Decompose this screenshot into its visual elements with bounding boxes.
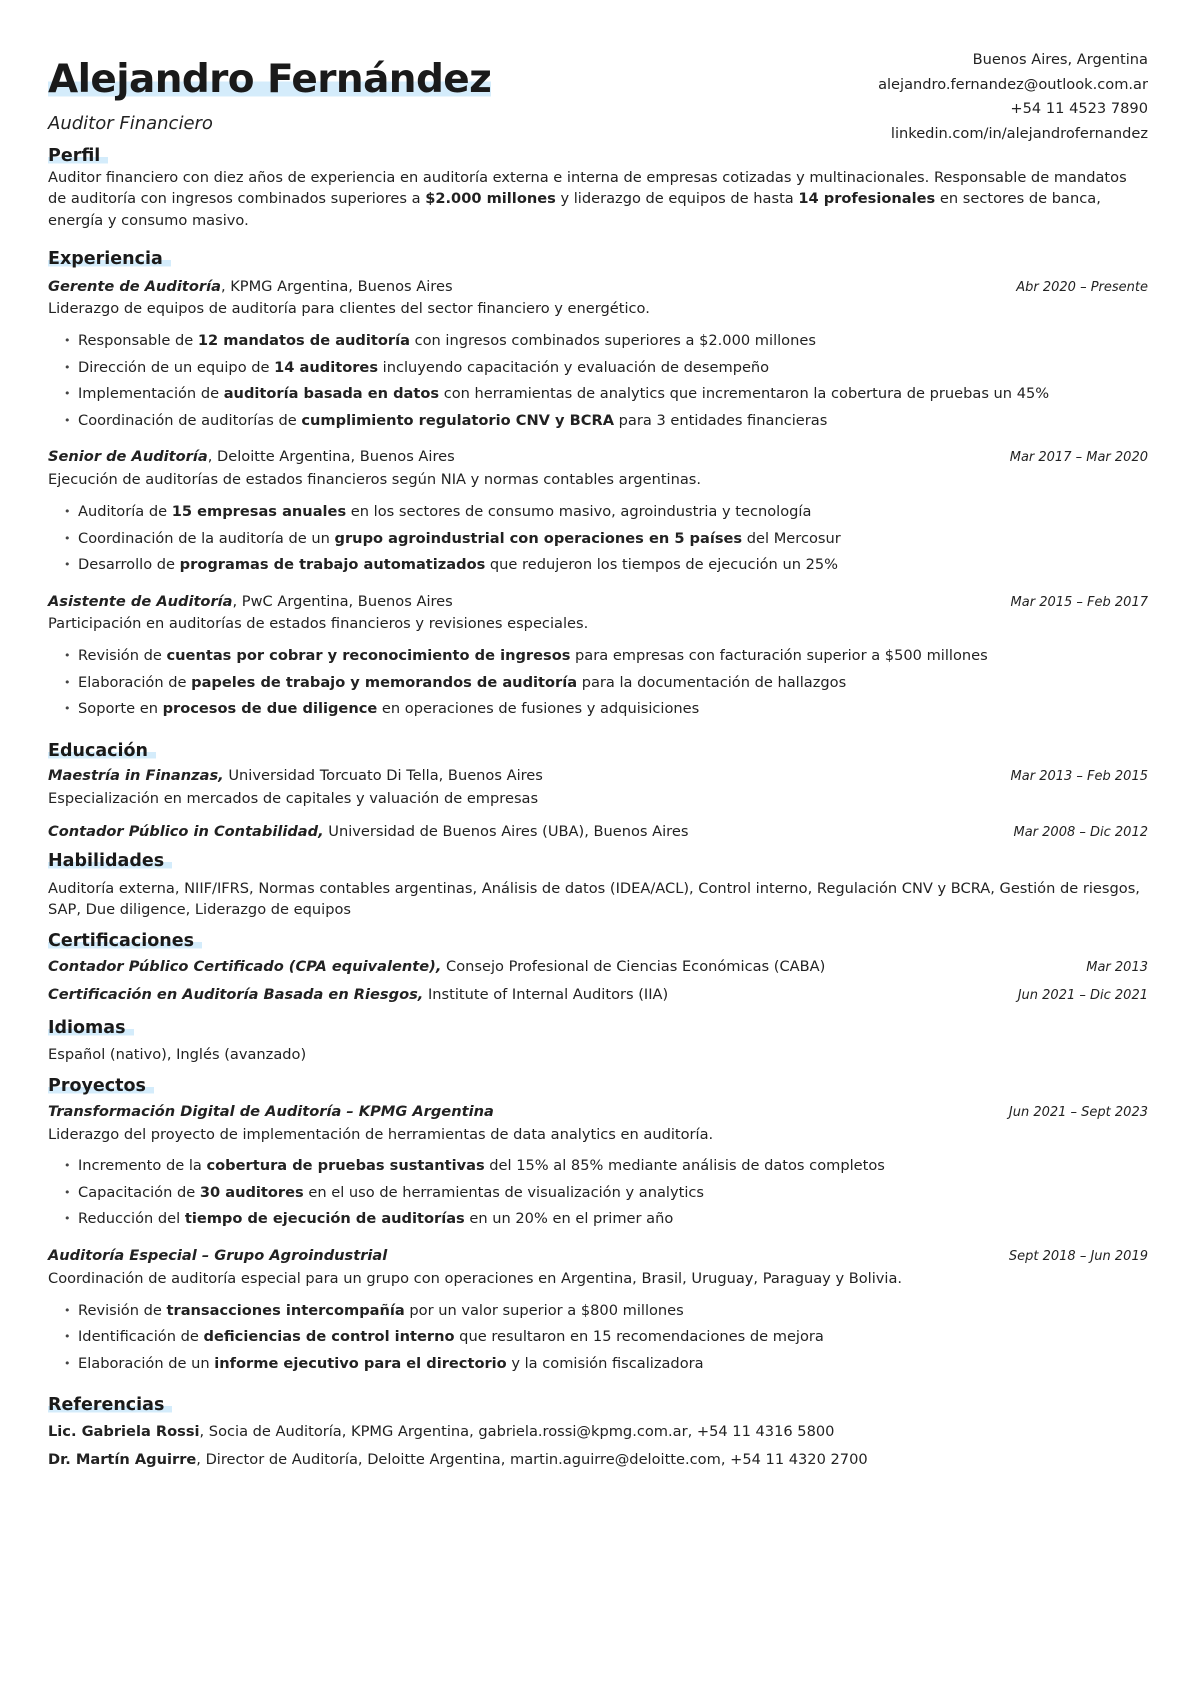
entry-summary: Liderazgo de equipos de auditoría para clientes del sector financiero y energético.: [48, 300, 650, 318]
profile-section: [48, 144, 1148, 231]
experience-section: [48, 247, 1148, 723]
entry-summary: Liderazgo del proyecto de implementación de herramientas de data analytics en auditoría.: [48, 1125, 714, 1143]
skills-section: [48, 849, 1148, 921]
entry-date: Abr 2020 – Presente: [1016, 279, 1148, 295]
project-entry: [48, 1245, 1148, 1377]
certification-entry: Certificación en Auditoría Basada en Riesgos, Institute of Internal Auditors (IIA) Jun 2021 – Dic 2021: [48, 984, 1148, 1006]
list-item: • Identificación de deficiencias de control interno que resultaron en 15 recomendaciones de mejora: [48, 1324, 1148, 1351]
resume-header: [48, 48, 1148, 144]
project-entry: [48, 1101, 1148, 1233]
entry-date: Mar 2017 – Mar 2020: [1009, 450, 1148, 466]
certifications-section: [48, 929, 1148, 1006]
list-item: • Soporte en procesos de due diligence en operaciones de fusiones y adquisiciones: [48, 696, 1148, 723]
entry-date: Mar 2015 – Feb 2017: [1010, 594, 1148, 610]
list-item: • Capacitación de 30 auditores en el uso de herramientas de visualización y analytics: [48, 1180, 1148, 1207]
entry-summary: Coordinación de auditoría especial para un grupo con operaciones en Argentina, Brasil, Uruguay, Paraguay y Bolivia.: [48, 1269, 903, 1287]
entry-bullets: [48, 643, 1148, 723]
contact-phone: +54 11 4523 7890: [1010, 100, 1148, 117]
section-heading: Certificaciones: [48, 929, 202, 954]
references-section: [48, 1393, 1148, 1470]
entry-date: Jun 2021 – Dic 2021: [1017, 987, 1148, 1003]
entry-bullets: [48, 328, 1148, 434]
section-heading: Perfil: [48, 144, 108, 169]
experience-entry: [48, 591, 1148, 723]
list-item: • Implementación de auditoría basada en datos con herramientas de analytics que incrementaron la cobertura de pruebas un 45%: [48, 381, 1148, 408]
entry-date: Mar 2013: [1086, 960, 1148, 976]
reference-entry: Lic. Gabriela Rossi, Socia de Auditoría, KPMG Argentina, gabriela.rossi@kpmg.com.ar, +54 11 4316 5800: [48, 1422, 835, 1440]
section-heading: Idiomas: [48, 1016, 134, 1041]
list-item: • Coordinación de la auditoría de un grupo agroindustrial con operaciones en 5 países del Mercosur: [48, 526, 1148, 553]
education-entry: [48, 765, 1148, 810]
entry-bullets: [48, 1153, 1148, 1233]
section-heading: Educación: [48, 739, 156, 764]
list-item: • Elaboración de papeles de trabajo y memorandos de auditoría para la documentación de hallazgos: [48, 670, 1148, 697]
contact-location: Buenos Aires, Argentina: [972, 51, 1148, 68]
list-item: • Incremento de la cobertura de pruebas sustantivas del 15% al 85% mediante análisis de datos completos: [48, 1153, 1148, 1180]
projects-section: [48, 1074, 1148, 1377]
entry-title: Asistente de Auditoría, PwC Argentina, Buenos Aires: [48, 592, 453, 610]
entry-summary: Ejecución de auditorías de estados financieros según NIA y normas contables argentinas.: [48, 471, 702, 489]
reference-entry: Dr. Martín Aguirre, Director de Auditoría, Deloitte Argentina, martin.aguirre@deloitte.com, +54 11 4320 2700: [48, 1450, 868, 1468]
candidate-title: Auditor Financiero: [48, 113, 213, 134]
section-heading: Experiencia: [48, 247, 171, 272]
entry-date: Mar 2008 – Dic 2012: [1013, 825, 1148, 841]
section-heading: Habilidades: [48, 849, 172, 874]
entry-date: Mar 2013 – Feb 2015: [1010, 769, 1148, 785]
entry-summary: Especialización en mercados de capitales y valuación de empresas: [48, 790, 539, 808]
contact-email[interactable]: alejandro.fernandez@outlook.com.ar: [878, 75, 1148, 93]
contact-linkedin[interactable]: linkedin.com/in/alejandrofernandez: [890, 124, 1148, 142]
candidate-name: [48, 57, 492, 102]
entry-title: Auditoría Especial – Grupo Agroindustrial: [48, 1246, 388, 1264]
list-item: • Elaboración de un informe ejecutivo para el directorio y la comisión fiscalizadora: [48, 1351, 1148, 1378]
entry-date: Sept 2018 – Jun 2019: [1008, 1248, 1148, 1264]
languages-section: [48, 1016, 1148, 1066]
entry-title: Senior de Auditoría, Deloitte Argentina, Buenos Aires: [48, 448, 455, 466]
certification-entry: Contador Público Certificado (CPA equivalente), Consejo Profesional de Ciencias Económicas (CABA) Mar 2013: [48, 956, 1148, 978]
skills-text: Auditoría externa, NIIF/IFRS, Normas contables argentinas, Análisis de datos (IDEA/ACL), Control interno, Regulación CNV y BCRA, Gestión de riesgos, SAP, Due diligence, Liderazgo de equipos: [48, 879, 1140, 919]
entry-title: Gerente de Auditoría, KPMG Argentina, Buenos Aires: [48, 277, 453, 295]
entry-title: Transformación Digital de Auditoría – KPMG Argentina: [48, 1102, 494, 1120]
education-section: [48, 739, 1148, 843]
entry-bullets: [48, 499, 1148, 579]
list-item: • Revisión de cuentas por cobrar y reconocimiento de ingresos para empresas con facturación superior a $500 millones: [48, 643, 1148, 670]
section-heading: Proyectos: [48, 1074, 154, 1099]
experience-entry: [48, 446, 1148, 578]
name-text: Alejandro Fernández: [48, 57, 492, 102]
section-heading: Referencias: [48, 1393, 172, 1418]
experience-entry: [48, 276, 1148, 435]
entry-summary: Participación en auditorías de estados financieros y revisiones especiales.: [48, 615, 589, 633]
list-item: • Reducción del tiempo de ejecución de auditorías en un 20% en el primer año: [48, 1206, 1148, 1233]
contact-block: [878, 48, 1148, 146]
entry-title: Maestría in Finanzas, Universidad Torcuato Di Tella, Buenos Aires: [48, 767, 543, 785]
list-item: • Revisión de transacciones intercompañía por un valor superior a $800 millones: [48, 1298, 1148, 1325]
list-item: • Auditoría de 15 empresas anuales en los sectores de consumo masivo, agroindustria y tecnología: [48, 499, 1148, 526]
entry-bullets: [48, 1298, 1148, 1378]
list-item: • Desarrollo de programas de trabajo automatizados que redujeron los tiempos de ejecución un 25%: [48, 552, 1148, 579]
profile-text: Auditor financiero con diez años de experiencia en auditoría externa e interna de empresas cotizadas y multinacionales. Responsable de mandatos de auditoría con ingresos combinados superiores a $2.000 millones y liderazgo de equipos de hasta 14 profesionales en sectores de banca, energía y consumo masivo.: [48, 168, 1127, 229]
list-item: • Responsable de 12 mandatos de auditoría con ingresos combinados superiores a $2.000 millones: [48, 328, 1148, 355]
languages-text: Español (nativo), Inglés (avanzado): [48, 1046, 307, 1064]
entry-title: Contador Público in Contabilidad, Universidad de Buenos Aires (UBA), Buenos Aires: [48, 823, 689, 841]
list-item: • Dirección de un equipo de 14 auditores incluyendo capacitación y evaluación de desempeño: [48, 355, 1148, 382]
resume-page: [48, 48, 1148, 1471]
education-entry: [48, 821, 1148, 843]
entry-date: Jun 2021 – Sept 2023: [1008, 1104, 1148, 1120]
list-item: • Coordinación de auditorías de cumplimiento regulatorio CNV y BCRA para 3 entidades financieras: [48, 408, 1148, 435]
